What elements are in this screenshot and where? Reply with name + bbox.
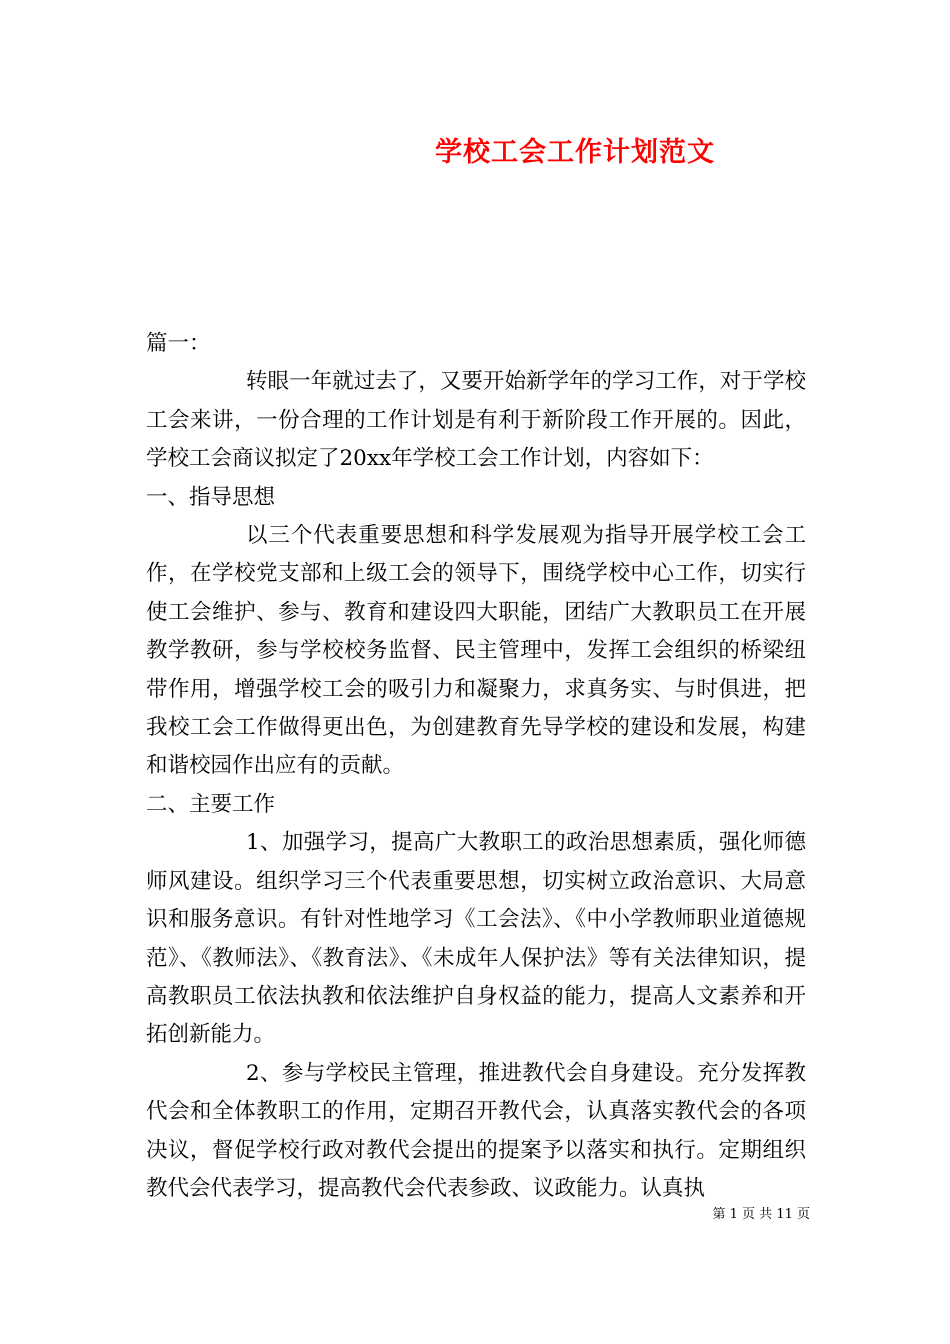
heading-main-work: 二、主要工作 — [146, 791, 276, 817]
document-title: 学校工会工作计划范文 — [435, 137, 715, 168]
page-footer: 第 1 页 共 11 页 — [712, 1207, 810, 1222]
heading-guiding-ideology: 一、指导思想 — [146, 484, 276, 510]
intro-paragraph: 转眼一年就过去了，又要开始新学年的学习工作，对于学校工会来讲，一份合理的工作计划是有利于新阶段工作开展的。因此，学校工会商议拟定了20xx年学校工会工作计划，内容如下： — [146, 369, 806, 472]
guiding-paragraph: 以三个代表重要思想和科学发展观为指导开展学校工会工作，在学校党支部和上级工会的领导下，围绕学校中心工作，切实行使工会维护、参与、教育和建设四大职能，团结广大教职员工在开展教学教研，参与学校校务监督、民主管理中，发挥工会组织的桥梁纽带作用，增强学校工会的吸引力和凝聚力，求真务实、与时俱进，把我校工会工作做得更出色，为创建教育先导学校的建设和发展，构建和谐校园作出应有的贡献。 — [146, 523, 806, 779]
work-item-2: 2、参与学校民主管理，推进教代会自身建设。充分发挥教代会和全体教职工的作用，定期召开教代会，认真落实教代会的各项决议，督促学校行政对教代会提出的提案予以落实和执行。定期组织教代会代表学习，提高教代会代表参政、议政能力。认真执 — [146, 1060, 806, 1201]
document-body — [146, 325, 806, 1208]
work-item-1: 1、加强学习，提高广大教职工的政治思想素质，强化师德师风建设。组织学习三个代表重要思想，切实树立政治意识、大局意识和服务意识。有针对性地学习《工会法》、《中小学教师职业道德规范》、《教师法》、《教育法》、《未成年人保护法》等有关法律知识，提高教职员工依法执教和依法维护自身权益的能力，提高人文素养和开拓创新能力。 — [146, 830, 806, 1048]
section-label: 篇一： — [146, 331, 211, 356]
